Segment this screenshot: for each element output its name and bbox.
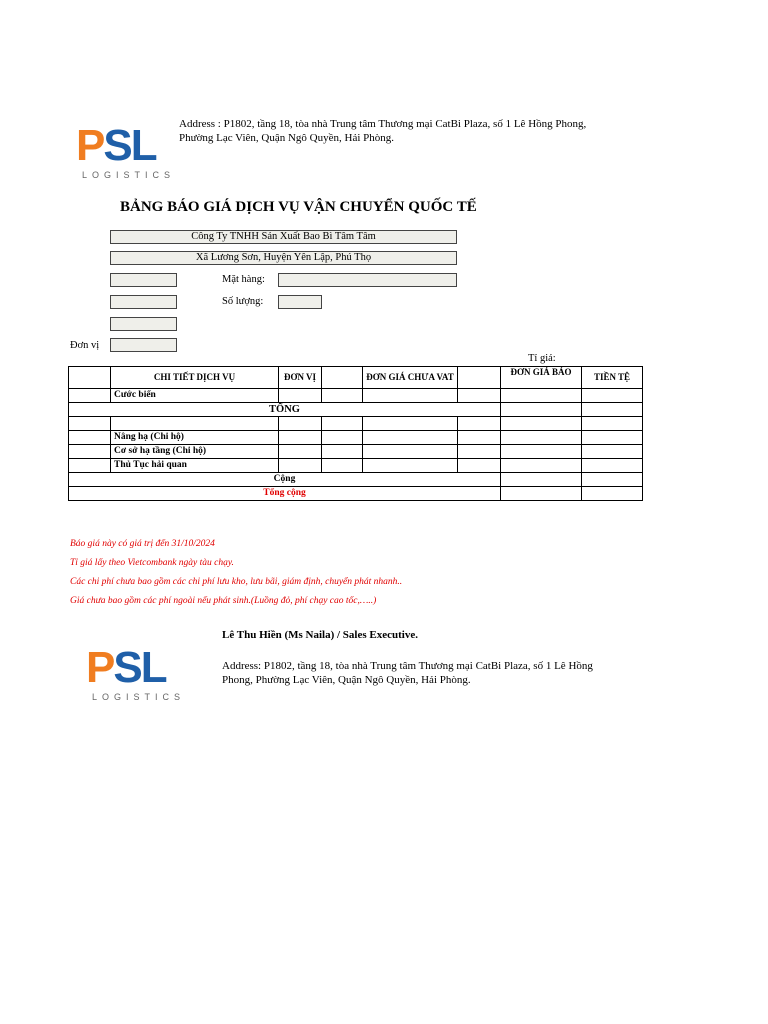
header-cell-quoted-price: ĐƠN GIÁ BÁO — [501, 367, 582, 389]
note-exchange-rate: Tỉ giá lấy theo Vietcombank ngày tàu chạy. — [70, 558, 234, 568]
table-row — [69, 417, 643, 431]
header-cell-currency: TIỀN TỆ — [582, 367, 643, 389]
page-title: BẢNG BÁO GIÁ DỊCH VỤ VẬN CHUYỂN QUỐC TẾ — [120, 199, 477, 215]
header-cell — [69, 367, 111, 389]
signature-address — [222, 659, 593, 687]
signature-address-line-1: Address: P1802, tầng 18, tòa nhà Trung tâm Thương mại CatBi Plaza, số 1 Lê Hồng — [222, 660, 593, 672]
row-label-sum: Cộng — [69, 473, 501, 487]
company-address — [179, 117, 586, 145]
address-line-2: Phường Lạc Viên, Quận Ngô Quyền, Hải Phòng. — [179, 132, 394, 144]
exchange-rate-label: Tỉ giá: — [528, 353, 556, 364]
table-row — [69, 445, 643, 459]
address-line-1: Address : P1802, tầng 18, tòa nhà Trung tâm Thương mại CatBi Plaza, số 1 Lê Hồng Phong, — [179, 118, 587, 130]
row-label-freight: Cước biển — [111, 389, 279, 403]
logo-mark: PSL — [76, 121, 156, 170]
blank-field-1[interactable] — [110, 273, 177, 287]
note-excluded-costs: Các chi phí chưa bao gồm các chi phí lưu kho, lưu bãi, giám định, chuyển phát nhanh.. — [70, 577, 403, 587]
quote-table — [68, 366, 643, 501]
row-label-infrastructure: Cơ sở hạ tầng (Chi hộ) — [111, 445, 279, 459]
quantity-field[interactable] — [278, 295, 322, 309]
logo-subtitle: LOGISTICS — [82, 170, 176, 180]
psl-logo-top — [76, 121, 176, 180]
row-label-grand-total: Tổng cộng — [69, 487, 501, 501]
row-label-customs: Thủ Tục hải quan — [111, 459, 279, 473]
table-row — [69, 473, 643, 487]
customer-company-field[interactable]: Công Ty TNHH Sản Xuất Bao Bì Tâm Tâm — [110, 230, 457, 244]
customer-location-field[interactable]: Xã Lương Sơn, Huyện Yên Lập, Phú Thọ — [110, 251, 457, 265]
quantity-label: Số lượng: — [222, 296, 264, 307]
goods-field[interactable] — [278, 273, 457, 287]
note-extra-fees: Giá chưa bao gồm các phí ngoài nếu phát sinh.(Luồng đỏ, phí chạy cao tốc,…..) — [70, 596, 377, 606]
table-header-row — [69, 367, 643, 389]
quote-notes — [70, 535, 402, 611]
unit-field[interactable] — [110, 338, 177, 352]
signature-name: Lê Thu Hiền (Ms Naila) / Sales Executive. — [222, 629, 418, 641]
table-row — [69, 403, 643, 417]
logo-mark: PSL — [86, 643, 166, 692]
blank-field-3[interactable] — [110, 317, 177, 331]
row-label-lifting: Nâng hạ (Chi hộ) — [111, 431, 279, 445]
row-label-total: TỔNG — [69, 403, 501, 417]
table-row — [69, 389, 643, 403]
header-cell — [458, 367, 501, 389]
unit-label: Đơn vị — [70, 340, 100, 351]
header-cell — [322, 367, 363, 389]
blank-field-2[interactable] — [110, 295, 177, 309]
table-row — [69, 487, 643, 501]
header-cell-service: CHI TIẾT DỊCH VỤ — [111, 367, 279, 389]
goods-label: Mặt hàng: — [222, 274, 265, 285]
note-validity: Báo giá này có giá trị đến 31/10/2024 — [70, 539, 215, 549]
header-cell-price-excl-vat: ĐƠN GIÁ CHƯA VAT — [363, 367, 458, 389]
signature-address-line-2: Phong, Phường Lạc Viên, Quận Ngô Quyền, Hải Phòng. — [222, 674, 471, 686]
header-cell-unit: ĐƠN VỊ — [279, 367, 322, 389]
psl-logo-bottom — [86, 643, 186, 702]
table-row — [69, 431, 643, 445]
table-row — [69, 459, 643, 473]
logo-subtitle: LOGISTICS — [92, 692, 186, 702]
